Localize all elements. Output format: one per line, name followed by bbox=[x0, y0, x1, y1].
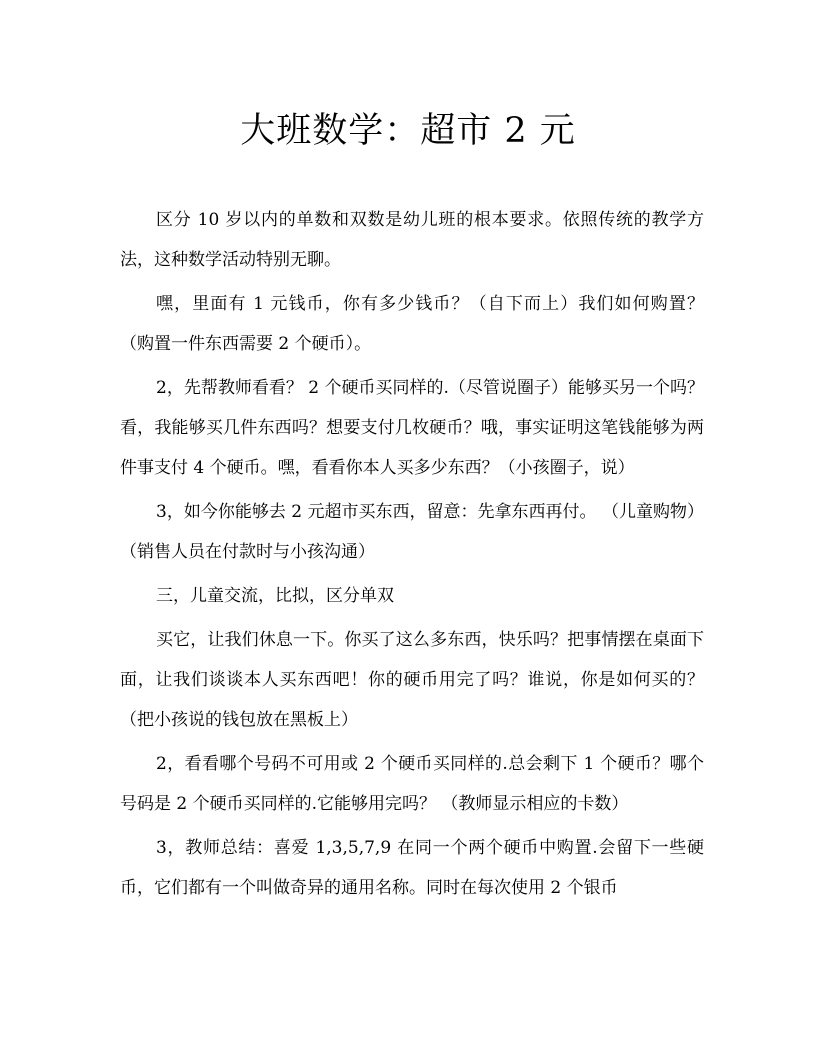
paragraph-intro: 区分 10 岁以内的单数和双数是幼儿班的根本要求。依照传统的教学方法，这种数学活动特别无聊。 bbox=[120, 210, 704, 270]
document-title: 大班数学：超市 2 元 bbox=[240, 111, 576, 151]
paragraph-coins-question: 嘿，里面有 1 元钱币，你有多少钱币？（自下而上）我们如何购置？（购置一件东西需要 2 个硬币）。 bbox=[120, 294, 704, 354]
paragraph-discussion: 买它，让我们休息一下。你买了这么多东西，快乐吗？把事情摆在桌面下面，让我们谈谈本人买东西吧！你的硬币用完了吗？谁说，你是如何买的？ （把小孩说的钱包放在黑板上） bbox=[120, 630, 704, 730]
paragraph-teacher-summary: 3，教师总结：喜爱 1,3,5,7,9 在同一个两个硬币中购置.会留下一些硬币，它们都有一个叫做奇异的通用名称。同时在每次使用 2 个银币 bbox=[120, 838, 704, 898]
paragraph-step-2: 2，先帮教师看看？ 2 个硬币买同样的.（尽管说圈子）能够买另一个吗？看，我能够买几件东西吗？想要支付几枚硬币？哦，事实证明这笔钱能够为两件事支付 4 个硬币。嘿，看看你本人买多少东西？（小孩圈子，说） bbox=[120, 378, 704, 478]
paragraph-section-3-heading: 三，儿童交流，比拟，区分单双 bbox=[156, 586, 394, 606]
paragraph-discussion-step-2: 2，看看哪个号码不可用或 2 个硬币买同样的.总会剩下 1 个硬币？哪个号码是 2 个硬币买同样的.它能够用完吗？ （教师显示相应的卡数） bbox=[120, 754, 704, 814]
paragraph-step-3: 3，如今你能够去 2 元超市买东西，留意：先拿东西再付。 （儿童购物）（销售人员在付款时与小孩沟通） bbox=[120, 502, 704, 562]
document-body bbox=[120, 200, 704, 912]
